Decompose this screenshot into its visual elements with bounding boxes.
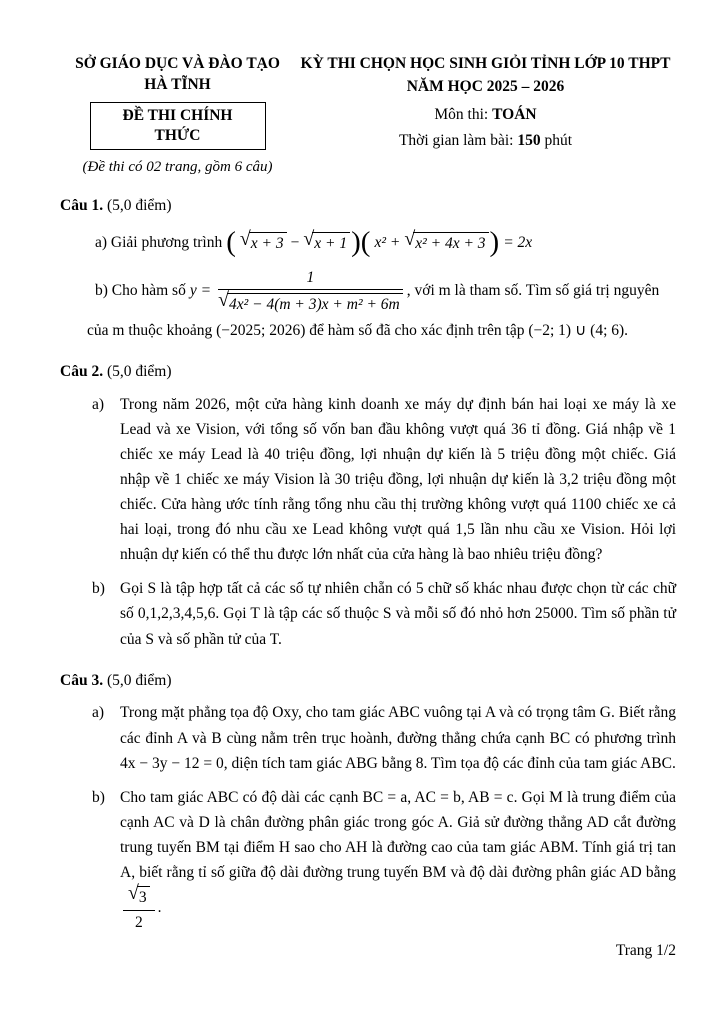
department-name: SỞ GIÁO DỤC VÀ ĐÀO TẠO	[75, 55, 280, 72]
page-number: Trang 1/2	[615, 942, 676, 959]
question-2	[60, 361, 676, 652]
q2a-item	[92, 392, 676, 568]
question-2-number: Câu 2.	[60, 362, 104, 380]
right-paren: )	[489, 226, 500, 259]
q1a-lead-text: a) Giải phương trình	[95, 233, 223, 251]
q2b-label: b)	[92, 580, 105, 598]
sqrt-radical-5	[128, 886, 150, 907]
official-exam-box	[90, 102, 266, 150]
radicand-4: √ 4x² − 4(m + 3)x + m² + 6m	[227, 293, 403, 314]
q3b-period: .	[157, 899, 162, 917]
subject-value: TOÁN	[492, 105, 537, 123]
q3a-text: Trong mặt phẳng tọa độ Oxy, cho tam giác ABC vuông tại A và có trọng tâm G. Biết rằng các đỉnh A và B cùng nằm trên trục hoành, đường thẳng chứa cạnh BC có phương trình 4x − 3y − 12 = 0, diện tích tam giác ABG bằng 8. Tìm tọa độ các đỉnh của tam giác ABC.	[120, 704, 676, 772]
subject-label: Môn thi:	[434, 105, 493, 123]
q1b-lhs: y =	[189, 282, 212, 300]
issuing-authority-block	[60, 54, 295, 177]
radicand-1: √ x + 3	[249, 232, 287, 253]
mid-parens: )(	[351, 226, 371, 259]
exam-box-line1: ĐỀ THI CHÍNH	[122, 106, 233, 124]
q1a-term: x² +	[374, 233, 401, 251]
q2b-item	[92, 576, 676, 651]
left-paren: (	[226, 226, 236, 259]
q3b-text: Cho tam giác ABC có độ dài các cạnh BC = a, AC = b, AB = c. Gọi M là trung điểm của cạnh AC và D là chân đường phân giác trong góc A. Giả sử đường thẳng AD cắt đường trung tuyến BM tại điểm H sao cho AH là đường cao của tam giác ABM. Tính giá trị tan A, biết rằng tỉ số giữa độ dài đường trung tuyến BM và độ dài đường phân giác AD bằng	[120, 788, 676, 882]
q3b-item	[92, 785, 676, 932]
q1b-lead-text: b) Cho hàm số	[95, 282, 186, 300]
fraction-numerator: 1	[218, 268, 403, 290]
exam-note: (Đề thi có 02 trang, gồm 6 câu)	[82, 159, 273, 176]
q2b-text: Gọi S là tập hợp tất cả các số tự nhiên chẵn có 5 chữ số khác nhau được chọn từ các chữ số 0,1,2,3,4,5,6. Gọi T là tập các số thuộc S và mỗi số đó nhỏ hơn 25000. Tìm số phần tử của S và số phần tử của T.	[120, 580, 676, 648]
radicand-2: √ x + 1	[312, 232, 350, 253]
sqrt-radical-3	[404, 232, 488, 253]
duration-label: Thời gian làm bài:	[398, 131, 518, 149]
fraction-denominator: 2	[134, 913, 143, 931]
exam-header	[60, 54, 676, 177]
q1b-tail-text: , với m là tham số. Tìm số giá trị nguyên	[406, 282, 660, 300]
question-2-points: (5,0 điểm)	[103, 362, 172, 380]
q3a-label: a)	[92, 704, 105, 722]
q3b-fraction	[123, 885, 155, 932]
exam-box-line2: THỨC	[154, 126, 201, 144]
sqrt-radical-1	[240, 232, 287, 253]
q3a-item	[92, 700, 676, 775]
question-1-number: Câu 1.	[60, 197, 104, 215]
sqrt-radical-2	[303, 232, 350, 253]
duration-line	[295, 131, 676, 152]
q1a-rhs: = 2x	[503, 233, 533, 251]
subject-line	[295, 105, 676, 126]
duration-value: 150	[517, 131, 541, 149]
question-3	[60, 670, 676, 932]
exam-title: KỲ THI CHỌN HỌC SINH GIỎI TỈNH LỚP 10 THPT	[300, 55, 671, 72]
question-1	[60, 195, 676, 343]
q2a-text: Trong năm 2026, một cửa hàng kinh doanh xe máy dự định bán hai loại xe máy là xe Lead và xe Vision, với tổng số vốn ban đầu không vượt quá 36 tỉ đồng. Giá nhập về 1 chiếc xe máy Lead là 40 triệu đồng, lợi nhuận dự kiến là 5 triệu đồng một chiếc. Giá nhập về 1 chiếc xe máy Vision là 30 triệu đồng, lợi nhuận dự kiến là 3,2 triệu đồng một chiếc. Cửa hàng ước tính rằng tổng nhu cầu thị trường không vượt quá 1100 chiếc xe cả hai loại, trong đó nhu cầu xe Lead không vượt quá 1,5 lần nhu cầu xe Vision. Hỏi lợi nhuận dự kiến có thể thu được lớn nhất của cửa hàng là bao nhiêu triệu đồng?	[120, 395, 676, 564]
duration-suffix: phút	[540, 131, 573, 149]
q2a-label: a)	[92, 395, 105, 413]
q1b-equation-line	[95, 268, 676, 315]
question-3-number: Câu 3.	[60, 671, 104, 689]
question-3-points: (5,0 điểm)	[103, 671, 172, 689]
q1a-equation-line	[95, 228, 676, 257]
school-year: NĂM HỌC 2025 – 2026	[406, 77, 565, 95]
sqrt-radical-4	[218, 293, 403, 314]
radicand-5: √ 3	[137, 886, 150, 907]
question-1-points: (5,0 điểm)	[103, 197, 172, 215]
question-1-heading	[60, 195, 676, 217]
question-3-heading	[60, 670, 676, 692]
radicand-3: √ x² + 4x + 3	[413, 232, 488, 253]
fraction-numerator	[123, 885, 155, 910]
question-2-heading	[60, 361, 676, 383]
q3b-text-block	[120, 785, 676, 932]
q1b-continued-text: của m thuộc khoảng (−2025; 2026) để hàm số đã cho xác định trên tập (−2; 1) ∪ (4; 6).	[87, 321, 629, 339]
exam-title-block	[295, 54, 676, 177]
q3b-label: b)	[92, 788, 105, 806]
minus-operator: −	[290, 233, 300, 251]
province-name: HÀ TĨNH	[144, 75, 211, 93]
q1b-fraction	[218, 268, 403, 315]
fraction-denominator	[218, 290, 403, 314]
